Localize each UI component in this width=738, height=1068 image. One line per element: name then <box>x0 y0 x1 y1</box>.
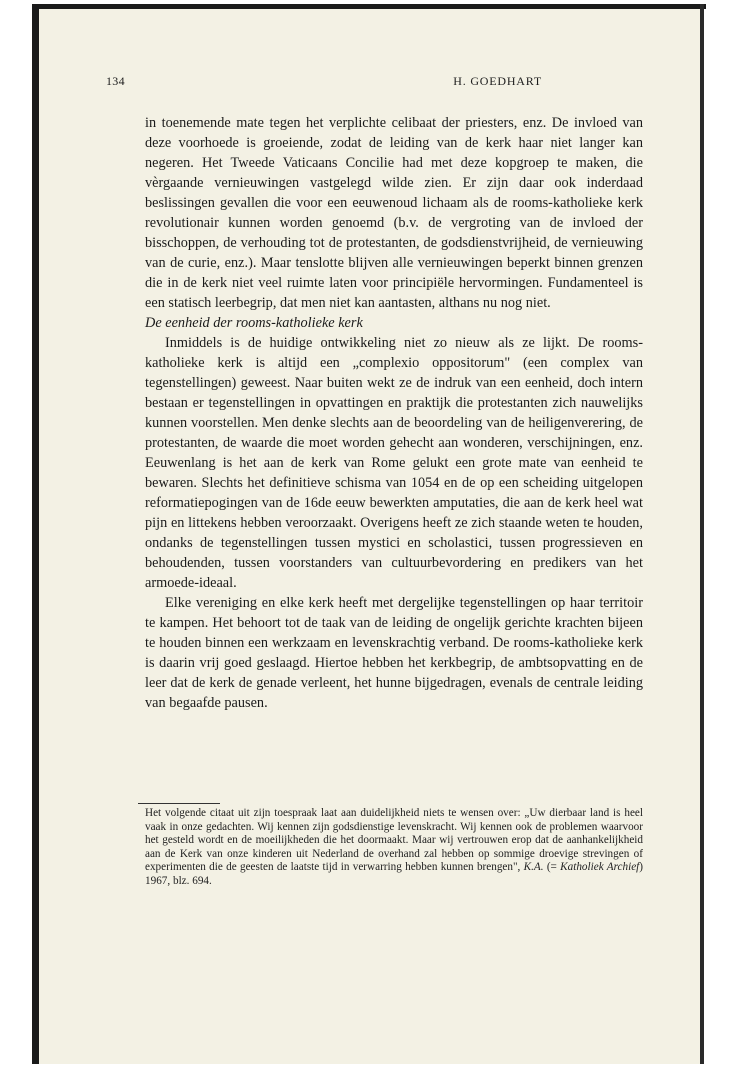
footnote-source-year: 1967, blz. 694. <box>145 874 212 887</box>
footnote-source-eq: (= <box>546 861 557 874</box>
footnote-text <box>145 807 643 889</box>
paragraph: Elke vereniging en elke kerk heeft met dergelijke tegenstellingen op haar territoir te kampen. Het behoort tot de taak van de leiding de ongelijk gerichte krachten bijeen te houden binnen een werkzaam en levenskrachtig verband. De rooms-katholieke kerk is daarin vrij goed geslaagd. Hiertoe hebben het kerkbegrip, de ambtsopvatting en de leer dat de kerk de genade verleent, het hunne bijgedragen, evenals de centrale leiding van begaafde pausen. <box>145 595 643 711</box>
footnote-source-title: Katholiek Archief <box>560 861 640 874</box>
scan-border-left <box>32 6 39 1064</box>
running-head-author: H. GOEDHART <box>453 74 542 88</box>
footnote <box>145 807 643 889</box>
paragraph: Inmiddels is de huidige ontwikkeling niet zo nieuw als ze lijkt. De rooms-katholieke kerk is altijd een „complexio oppositorum" (een complex van tegenstellingen) geweest. Naar buiten wekt ze de indruk van een eenheid, doch intern bestaan er tegenstellingen in opvattingen en praktijk die protestanten zich nauwelijks kunnen voorstellen. Men denke slechts aan de beoordeling van de heiligenverering, de protestanten, de waarde die moet worden gehecht aan wonderen, verschijningen, enz. Eeuwenlang is het aan de kerk van Rome gelukt een grote mate van eenheid te bewaren. Slechts het definitieve schisma van 1054 en de op een scheiding uitgelopen reformatiepogingen van de 16de eeuw bewerkten amputaties, die aan de kerk heel wat pijn en littekens hebben veroorzaakt. Overigens heeft ze zich staande weten te houden, ondanks de tegenstellingen tussen mystici en scholastici, tussen progressieven en behoudenden, tussen voorstanders van cultuurbevordering en predikers van het armoede-ideaal. <box>145 335 643 591</box>
section-heading: De eenheid der rooms-katholieke kerk <box>145 315 363 331</box>
body-text <box>145 113 643 713</box>
footnote-quote: Het volgende citaat uit zijn toespraak laat aan duidelijkheid niets te wensen over: „Uw dierbaar land is heel vaak in onze gedachten. Wij kennen zijn godsdienstige levenskracht. Wij kennen ook de problemen waarvoor het gesteld wordt en de moeilijkheden die het doormaakt. Maar wij vertrouwen erop dat de aanhankelijkheid aan de Kerk van onze kinderen uit Nederland de overhand zal hebben op sommige droevige strevingen of experimenten die de geesten de laatste tijd in verwarring hebben kunnen brengen", <box>145 807 643 874</box>
page-number: 134 <box>106 74 125 88</box>
footnote-source-abbrev: K.A. <box>523 861 544 874</box>
scan-border-right <box>700 4 704 1064</box>
paragraph-continuation: in toenemende mate tegen het verplichte celibaat der priesters, enz. De invloed van deze voorhoede is groeiende, zodat de leiding van de kerk haar niet langer kan negeren. Het Tweede Vaticaans Concilie had met deze kopgroep te maken, die vèrgaande vernieuwingen vastgelegd wilde zien. Er zijn daar ook inderdaad beslissingen gevallen die voor een eeuwenoud lichaam als de rooms-katholieke kerk revolutionair kunnen worden genoemd (b.v. de vergroting van de invloed der bisschoppen, de verhouding tot de protestanten, de godsdienstvrijheid, de vernieuwing van de curie, enz.). Maar tenslotte blijven alle vernieuwingen beperkt binnen grenzen die in de kerk niet veel ruimte laten voor principiële hervormingen. Fundamenteel is een statisch leerbegrip, dat men niet kan aantasten, althans nu nog niet. <box>145 115 643 311</box>
footnote-rule <box>138 803 220 804</box>
page-header <box>106 74 542 92</box>
footnote-source-close: ) <box>639 861 644 874</box>
